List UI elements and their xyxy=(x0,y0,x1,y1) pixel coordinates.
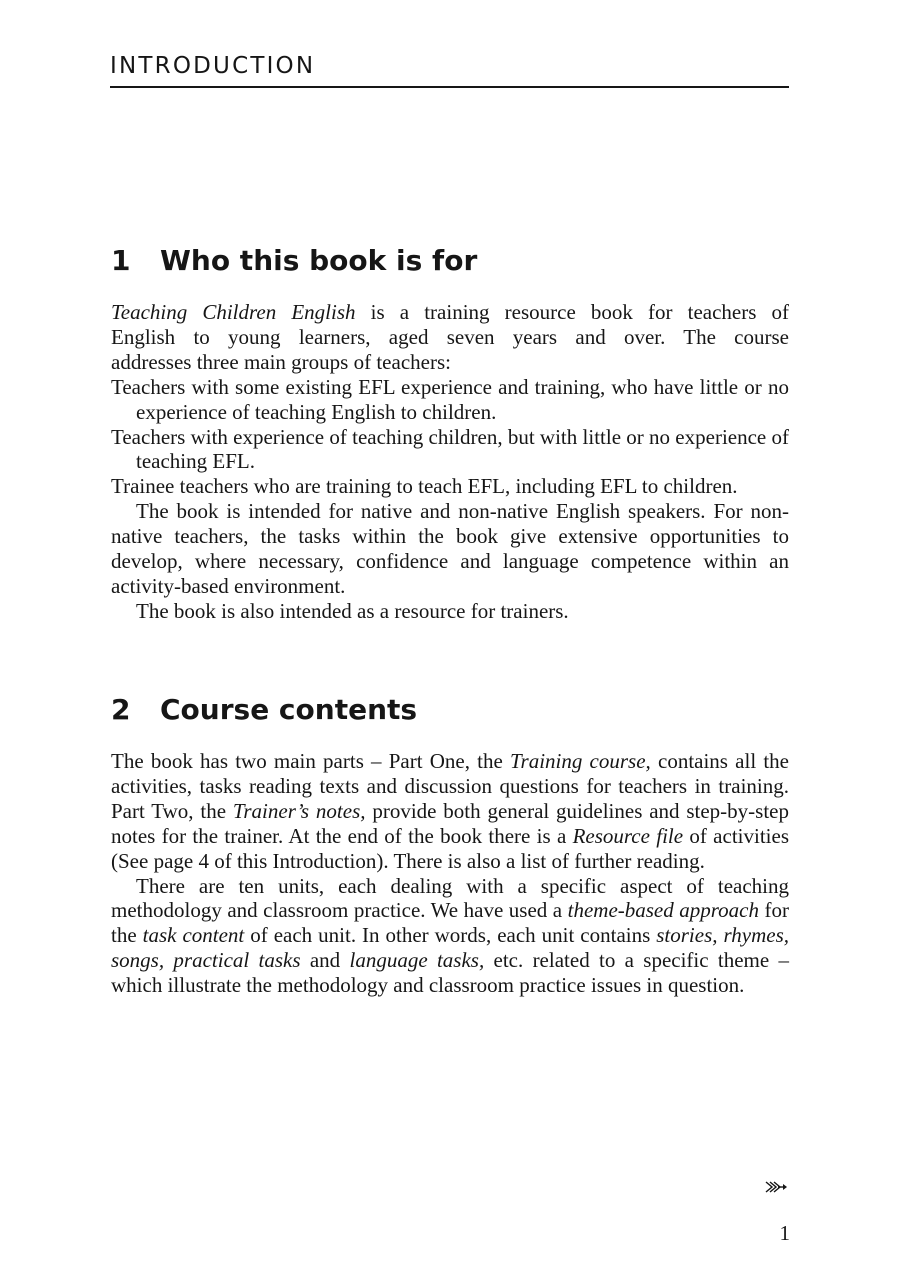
teacher-group-1: Teachers with some existing EFL experience and training, who have little or no experience of teaching English to children. xyxy=(111,374,789,424)
section-1-title: Who this book is for xyxy=(160,244,478,277)
text-run: provide both general guidelines and step-by-step notes for the trainer. At the end of the book there is a xyxy=(111,798,789,848)
paragraph xyxy=(111,300,789,325)
text-run: of each unit. In other words, each unit contains xyxy=(244,923,657,948)
continued-arrow-icon xyxy=(765,1180,789,1198)
page-number: 1 xyxy=(779,1221,790,1245)
text-run: is a training resource book for teachers of xyxy=(355,300,789,324)
italic-term: task content xyxy=(142,923,245,948)
text-run: etc. related to a specific theme – which illustrate the methodology and classroom practice issues in question. xyxy=(111,948,790,998)
section-2-title: Course contents xyxy=(160,693,418,726)
italic-term: Training course, xyxy=(510,749,651,773)
italic-term: Trainer’s notes, xyxy=(232,798,366,823)
teacher-group-3: Trainee teachers who are training to teach EFL, including EFL to children. xyxy=(111,474,738,499)
italic-term: stories, rhymes, songs, practical tasks xyxy=(111,923,790,973)
italic-term: language tasks, xyxy=(349,948,485,973)
text-run: of activities (See page 4 of this Introduction). There is also a list of further reading. xyxy=(111,823,789,873)
section-2-heading xyxy=(111,693,417,727)
book-title: Teaching Children English xyxy=(111,300,356,324)
section-2-number: 2 xyxy=(111,693,131,726)
paragraph: The book is intended for native and non-native English speakers. For non-native teachers, the tasks within the book give extensive opportunities to develop, where necessary, confidence and language competence within an activity-based environment. xyxy=(111,499,789,598)
section-1-number: 1 xyxy=(111,244,131,277)
text-run: for the xyxy=(111,898,789,948)
paragraph: addresses three main groups of teachers: xyxy=(111,349,451,374)
italic-term: theme-based approach xyxy=(567,898,759,923)
paragraph xyxy=(111,874,789,999)
text-run: contains all the activities, tasks reading texts and discussion questions for teachers in training. Part Two, the xyxy=(111,749,789,823)
paragraph xyxy=(111,749,789,874)
section-1-heading xyxy=(111,244,477,278)
italic-term: Resource file xyxy=(572,823,684,848)
paragraph: The book is also intended as a resource for trainers. xyxy=(136,598,569,623)
running-head: INTRODUCTION xyxy=(110,50,789,88)
text-run: and xyxy=(300,948,350,973)
text-run: The book has two main parts – Part One, the xyxy=(111,749,511,773)
section-1-body xyxy=(111,300,789,624)
teacher-group-2: Teachers with experience of teaching children, but with little or no experience of teaching EFL. xyxy=(111,424,789,474)
paragraph: English to young learners, aged seven years and over. The course xyxy=(111,324,789,349)
section-2-body xyxy=(111,749,789,998)
text-run: There are ten units, each dealing with a specific aspect of teaching methodology and classroom practice. We have used a xyxy=(111,873,789,923)
